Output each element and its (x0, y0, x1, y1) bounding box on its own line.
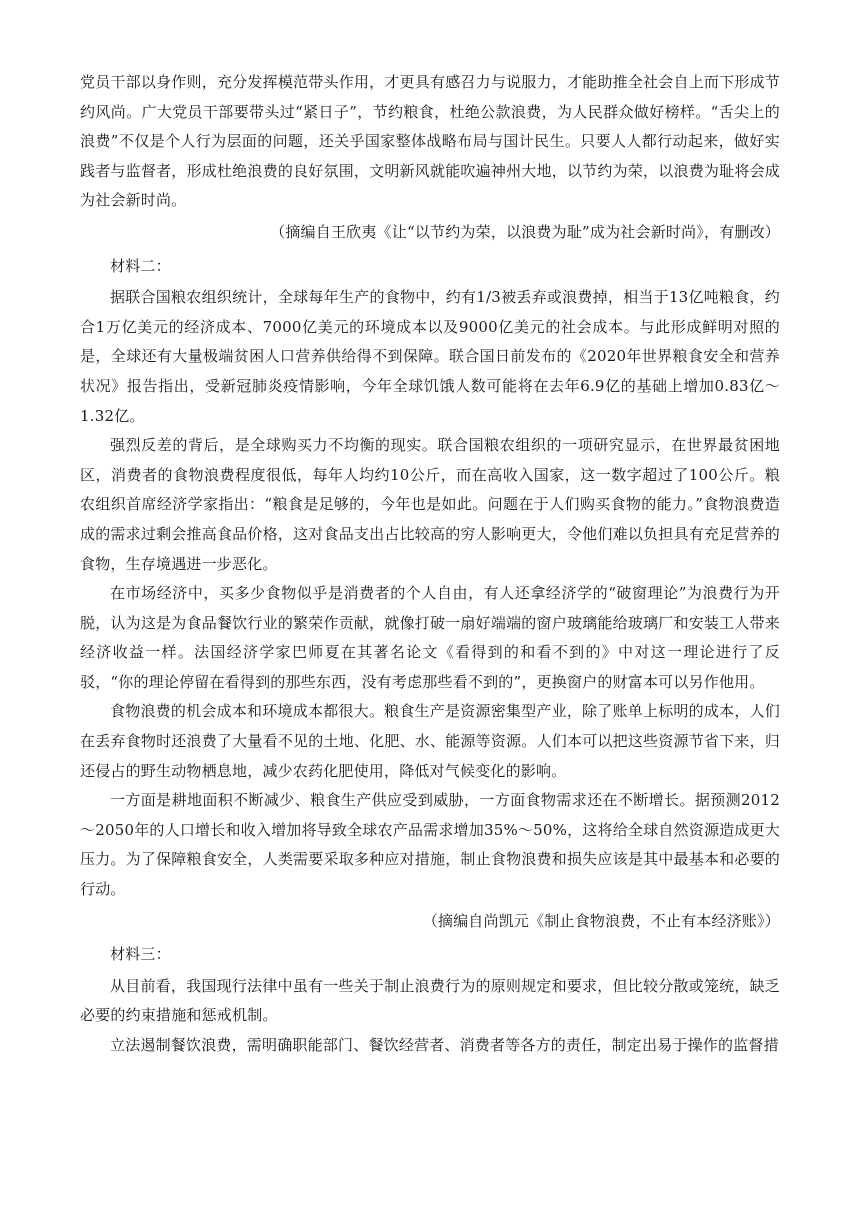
document-page (80, 68, 780, 1061)
paragraph: 立法遏制餐饮浪费，需明确职能部门、餐饮经营者、消费者等各方的责任，制定出易于操作的监督措 (110, 1036, 779, 1054)
paragraph: 强烈反差的背后，是全球购买力不均衡的现实。联合国粮农组织的一项研究显示，在世界最贫困地区，消费者的食物浪费程度很低，每年人均约10公斤，而在高收入国家，这一数字超过了100公斤。粮农组织首席经济学家指出：“粮食是足够的，今年也是如此。问题在于人们购买食物的能力。”食物浪费造成的需求过剩会推高食品价格，这对食品支出占比较高的穷人影响更大，令他们难以负担具有充足营养的食物，生存境遇进一步恶化。 (80, 436, 780, 573)
paragraph: 据联合国粮农组织统计，全球每年生产的食物中，约有1/3被丢弃或浪费掉，相当于13亿吨粮食，约合1万亿美元的经济成本、7000亿美元的环境成本以及9000亿美元的社会成本。与此形成鲜明对照的是，全球还有大量极端贫困人口营养供给得不到保障。联合国日前发布的《2020年世界粮食安全和营养状况》报告指出，受新冠肺炎疫情影响，今年全球饥饿人数可能将在去年6.9亿的基础上增加0.83亿～1.32亿。 (80, 288, 780, 425)
paragraph: 从目前看，我国现行法律中虽有一些关于制止浪费行为的原则规定和要求，但比较分散或笼统，缺乏必要的约束措施和惩戒机制。 (80, 976, 780, 1025)
material-label-3: 材料三： (110, 945, 171, 964)
paragraph: 食物浪费的机会成本和环境成本都很大。粮食生产是资源密集型产业，除了账单上标明的成本，人们在丢弃食物时还浪费了大量看不见的土地、化肥、水、能源等资源。人们本可以把这些资源节省下来，归还侵占的野生动物栖息地，减少农药化肥使用，降低对气候变化的影响。 (80, 702, 780, 780)
paragraph: 一方面是耕地面积不断减少、粮食生产供应受到威胁，一方面食物需求还在不断增长。据预测2012～2050年的人口增长和收入增加将导致全球农产品需求增加35%～50%，这将给全球自然资源造成更大压力。为了保障粮食安全，人类需要采取多种应对措施，制止食物浪费和损失应该是其中最基本和必要的行动。 (80, 791, 780, 899)
source-citation-2: （摘编自尚凯元《制止食物浪费，不止有本经济账》） (422, 911, 780, 930)
source-citation-1: （摘编自王欣夷《让“以节约为荣，以浪费为耻”成为社会新时尚》，有删改） (270, 222, 780, 241)
material-label-2: 材料二： (110, 256, 171, 275)
paragraph-continuation: 党员干部以身作则，充分发挥模范带头作用，才更具有感召力与说服力，才能助推全社会自上而下形成节约风尚。广大党员干部要带头过“紧日子”，节约粮食，杜绝公款浪费，为人民群众做好榜样。“舌尖上的浪费”不仅是个人行为层面的问题，还关乎国家整体战略布局与国计民生。只要人人都行动起来，做好实践者与监督者，形成杜绝浪费的良好氛围，文明新风就能吹遍神州大地，以节约为荣，以浪费为耻将会成为社会新时尚。 (80, 73, 780, 210)
paragraph: 在市场经济中，买多少食物似乎是消费者的个人自由，有人还拿经济学的“破窗理论”为浪费行为开脱，认为这是为食品餐饮行业的繁荣作贡献，就像打破一扇好端端的窗户玻璃能给玻璃厂和安装工人带来经济收益一样。法国经济学家巴师夏在其著名论文《看得到的和看不到的》中对这一理论进行了反驳，“你的理论停留在看得到的那些东西，没有考虑那些看不到的”，更换窗户的财富本可以另作他用。 (80, 584, 780, 691)
